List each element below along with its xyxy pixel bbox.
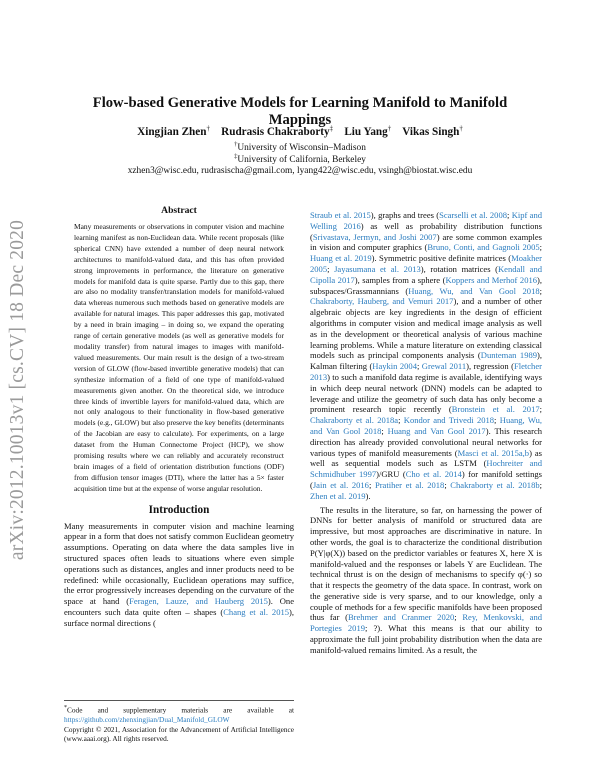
introduction-paragraph-continued	[310, 210, 542, 502]
citation-link[interactable]: Brehmer and Cranmer 2020	[347, 612, 455, 623]
text-run: ). One encounters such data quite often – shapes (	[64, 596, 294, 618]
left-column	[64, 205, 294, 629]
citation-link[interactable]: Bruno, Conti, and Gagnoli 2005	[427, 242, 540, 253]
author-emails: xzhen3@wisc.edu, rudrasischa@gmail.com, lyang422@wisc.edu, vsingh@biostat.wisc.edu	[127, 166, 473, 176]
code-link[interactable]: https://github.com/zhenxingjian/Dual_Manifold_GLOW	[64, 715, 230, 725]
arxiv-identifier	[4, 200, 32, 580]
citation-link[interactable]: Bronstein et al. 2017	[451, 404, 540, 415]
citation-link[interactable]: Zhen et al. 2019	[310, 490, 366, 501]
citation-link[interactable]: Hochreiter and Schmidhuber 1997	[310, 458, 542, 480]
abstract-heading: Abstract	[161, 205, 197, 216]
citation-link[interactable]: Chakraborty et al. 2018a	[310, 415, 399, 426]
text-run: ) to such a manifold data regime is available, identifying ways in which deep neural network (DNN) models can be adapted to leverage and utilize the geometry of such data has only become a prominent research topic recently (	[310, 371, 542, 415]
text-run: ;	[539, 404, 542, 415]
text-run: ;	[398, 415, 404, 426]
citation-link[interactable]: Straub et al. 2015	[310, 210, 371, 220]
text-run: ) as well as probability distribution functions (	[310, 220, 542, 242]
author-list	[60, 124, 540, 138]
text-run: ;	[539, 285, 542, 296]
citation-link[interactable]: Dunteman 1989	[480, 350, 538, 361]
text-run: ;	[327, 263, 335, 274]
citation-link[interactable]: Rey, Menkovski, and Portegies 2019	[310, 612, 543, 634]
citation-link[interactable]: Jayasumana et al. 2013	[334, 263, 421, 274]
text-run: ;	[368, 479, 375, 490]
copyright-notice: Copyright © 2021, Association for the Advancement of Artificial Intelligence (www.aaai.org). All rights reserved.	[64, 724, 294, 744]
affiliation-2: ‡University of California, Berkeley	[234, 153, 366, 166]
text-run: ), Kalman filtering (	[310, 350, 543, 372]
citation-link[interactable]: Huang and Van Gool 2017	[387, 425, 486, 436]
citation-link[interactable]: Chakraborty, Hauberg, and Vemuri 2017	[310, 296, 454, 307]
text-run: ;	[416, 361, 422, 372]
abstract-text: Many measurements or observations in computer vision and machine learning manifest as non-Euclidean data. While recent proposals (like spherical CNN) have extended a number of deep neural network architectures to manifold-valued data, and this has often provided strong improvements in performance, the literature on generative models for manifold data is quite sparse. Partly due to this gap, there are also no modality transfer/translation models for manifold-valued data whereas numerous such methods based on generative models are available for natural images. This paper addresses this gap, motivated by a need in brain imaging – in doing so, we expand the operating range of certain generative models (as well as generative models for modality transfer) from natural images to images with manifold-valued measurements. Our main result is the design of a two-stream version of GLOW (flow-based invertible generative models) that can synthesize information of a field of one type of manifold-valued measurements given another. On the theoretical side, we introduce three kinds of invertible layers for manifold-valued data, which are not only analogous to their functionality in flow-based generative models (e.g., GLOW) but also preserve the key benefits (determinants of the Jacobian are easy to calculate). For experiments, on a large dataset from the Human Connectome Project (HCP), we show promising results where we can reliably and accurately reconstruct brain images of a field of orientation distribution functions (ODF) from diffusion tensor images (DTI), where the latter has a 5× faster acquisition time but at the expense of worse angular resolution.	[74, 222, 284, 493]
text-run: ). Symmetric positive definite matrices (	[371, 253, 512, 264]
text-run: ;	[454, 612, 463, 623]
text-run: ). This research direction has already provided convolutional neural networks for various types of manifold measurements (	[310, 425, 543, 458]
text-run: ), graphs and trees (	[370, 210, 440, 220]
citation-link[interactable]: Chakraborty et al. 2018b	[450, 479, 540, 490]
paper-title: Flow-based Generative Models for Learning Manifold to Manifold Mappings	[92, 95, 508, 128]
text-run: ), subspaces/Grassmannians (	[310, 274, 542, 296]
text-run: ;	[444, 479, 451, 490]
citation-link[interactable]: Haykin 2004	[372, 361, 417, 372]
text-run: ).	[365, 490, 371, 501]
text-run: ) for manifold settings (	[310, 469, 542, 490]
text-run: )/GRU (	[376, 469, 406, 480]
citation-link[interactable]: Kondor and Trivedi 2018	[403, 415, 495, 426]
right-column	[310, 210, 542, 656]
citation-link[interactable]: Chang et al. 2015	[223, 607, 290, 618]
citation-link[interactable]: Feragen, Lauze, and Hauberg 2015	[129, 596, 268, 607]
citation-link[interactable]: Cho et al. 2014	[405, 469, 462, 480]
citation-link[interactable]: Pratiher et al. 2018	[374, 479, 445, 490]
citation-link[interactable]: Scarselli et al. 2008	[439, 210, 507, 220]
citation-link[interactable]: Moakher 2005	[310, 253, 543, 274]
text-run: ), samples from a sphere (	[354, 274, 446, 285]
text-run: ), and a number of other algebraic objects are key ingredients in the design of efficient algorithms in computer vision and medical image analysis as well as in the development or theoretical analysis of various machine learning problems. While a mature literature on extending classical models such as principal components analysis (	[310, 296, 543, 361]
text-run: ), rotation matrices (	[420, 263, 498, 274]
author: Xingjian Zhen†	[137, 124, 210, 138]
paragraph-2	[310, 505, 542, 656]
citation-link[interactable]: Koppers and Merhof 2016	[445, 274, 538, 285]
text-run: ;	[539, 479, 542, 490]
text-run: ;	[507, 210, 512, 220]
footnote: *Code and supplementary materials are available at https://github.com/zhenxingjian/Dual_Manifold_GLOW Copyright © 2021, Association for the Advancement of Artificial Intelligence (www.aaai.org). All rights reserved.	[64, 700, 294, 744]
introduction-paragraph	[64, 521, 294, 629]
introduction-heading: Introduction	[148, 503, 210, 516]
author: Vikas Singh†	[402, 124, 463, 138]
citation-link[interactable]: Srivastava, Jermyn, and Joshi 2007	[312, 231, 437, 242]
author: Liu Yang†	[344, 124, 392, 138]
citation-link[interactable]: Jain et al. 2016	[312, 479, 369, 490]
text-run: ;	[381, 425, 388, 436]
text-run: ; ?). What this means is that our ability to approximate the full joint probability distribution when the data are manifold-valued remains limited. As a result, the	[310, 623, 542, 655]
text-run: ) are some common examples in vision and computer graphics (	[310, 231, 542, 253]
text-run: ), surface normal directions (	[64, 607, 294, 628]
text-run: The results in the literature, so far, on harnessing the power of DNNs for better analysis of manifold or structured data are impressive, but most approaches are discriminative in nature. In other words, the goal is to characterize the conditional distribution P(Y|φ(X)) based on the predictor variables or features X, here X is manifold-valued and the responses or labels Y are Euclidean. The technical thrust is on the design of mechanisms to specify φ(·) so that it respects the geometry of the data space. In contrast, work on the generative side is very sparse, and to our knowledge, only a couple of methods for a few specific manifolds have been proposed thus far (	[310, 504, 542, 623]
affiliation-1: †University of Wisconsin–Madison	[234, 141, 366, 154]
author: Rudrasis Chakraborty‡	[221, 124, 334, 138]
citation-link[interactable]: Grewal 2011	[421, 361, 467, 372]
text-run: ) as well as sequential models such as LSTM (	[310, 447, 542, 469]
text-run: ;	[494, 415, 500, 426]
text-run: ;	[539, 242, 542, 253]
citation-link[interactable]: Kendall and Cipolla 2017	[310, 263, 542, 285]
citation-link[interactable]: Fletcher 2013	[310, 361, 542, 382]
citation-link[interactable]: Masci et al. 2015a,b	[457, 447, 530, 458]
text-run: ), regression (	[466, 361, 514, 372]
arxiv-id-text: arXiv:2012.10013v1 [cs.CV] 18 Dec 2020	[7, 219, 28, 561]
citation-link[interactable]: Kipf and Welling 2016	[310, 210, 542, 231]
citation-link[interactable]: Huang et al. 2019	[310, 253, 372, 264]
citation-link[interactable]: Huang, Wu, and Van Gool 2018	[408, 285, 540, 296]
text-run: Many measurements in computer vision and machine learning appear in a form that does not satisfy common Euclidean geometry assumptions. Operating on data where the data samples live in structured spaces often leads to situations where even simple operations such as distances, angles and inner products need to be redefined: while occasionally, Euclidean operations may suffice, the error progressively increases depending on the curvature of the space at hand (	[64, 520, 294, 607]
citation-link[interactable]: Huang, Wu, and Van Gool 2018	[310, 415, 542, 436]
